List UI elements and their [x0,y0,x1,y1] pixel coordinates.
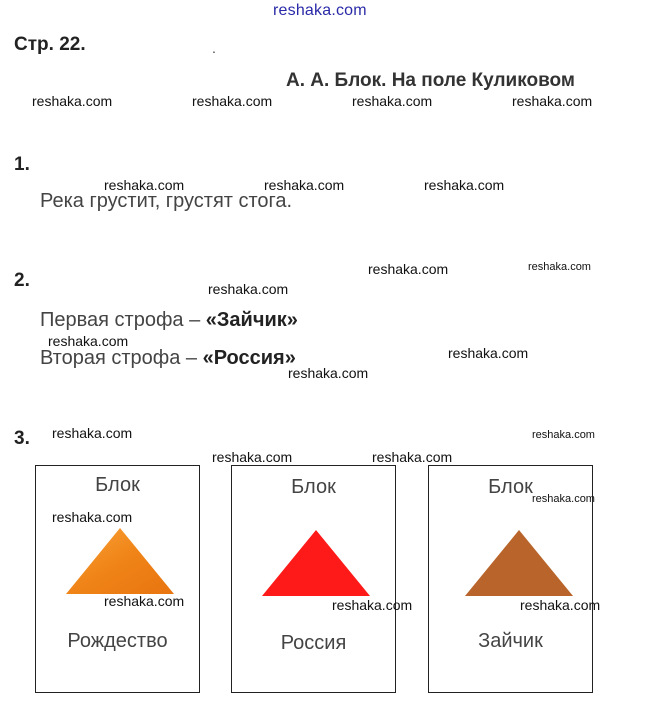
triangle-shape [463,528,575,600]
watermark: reshaka.com [104,593,185,609]
watermark: reshaka.com [512,93,593,109]
question-3-number: 3. [14,428,30,449]
card-author: Блок [488,476,533,498]
line-2-value: «Россия» [202,347,296,369]
stray-dot: . [212,40,216,56]
question-2-line-2 [40,347,296,370]
triangle-shape [64,526,176,598]
line-1-value: «Зайчик» [205,309,298,331]
question-2-line-1 [40,309,298,332]
site-watermark-top: reshaka.com [273,2,367,19]
watermark: reshaka.com [368,261,449,277]
line-2-prefix: Вторая строфа – [40,347,203,369]
watermark: reshaka.com [192,93,273,109]
watermark: reshaka.com [372,449,453,465]
card-name: Рождество [67,630,168,652]
triangle-fill [66,528,174,594]
card-author: Блок [95,474,140,496]
watermark: reshaka.com [212,449,293,465]
card-name: Россия [280,632,347,654]
question-1-number: 1. [14,154,30,175]
watermark: reshaka.com [32,93,113,109]
line-1-prefix: Первая строфа – [40,309,206,331]
watermark: reshaka.com [532,493,595,505]
watermark: reshaka.com [48,333,129,349]
triangle-fill [465,530,573,596]
card-rossiya [231,465,396,693]
triangle-fill [262,530,370,596]
watermark: reshaka.com [208,281,289,297]
watermark: reshaka.com [52,509,133,525]
watermark: reshaka.com [424,177,505,193]
watermark: reshaka.com [520,597,601,613]
page-title: А. А. Блок. На поле Куликовом [286,70,575,91]
triangle-shape [260,528,372,600]
card-author: Блок [291,476,336,498]
watermark: reshaka.com [332,597,413,613]
watermark: reshaka.com [104,177,185,193]
card-rozhdestvo [35,465,200,693]
page-number: Стр. 22. [14,34,86,55]
watermark: reshaka.com [352,93,433,109]
question-2-number: 2. [14,270,30,291]
watermark: reshaka.com [52,425,133,441]
card-name: Зайчик [478,630,543,652]
question-1-answer: Река грустит, грустят стога. [40,190,293,212]
watermark: reshaka.com [288,365,369,381]
watermark: reshaka.com [528,261,591,273]
watermark: reshaka.com [264,177,345,193]
watermark: reshaka.com [448,345,529,361]
watermark: reshaka.com [532,429,595,441]
